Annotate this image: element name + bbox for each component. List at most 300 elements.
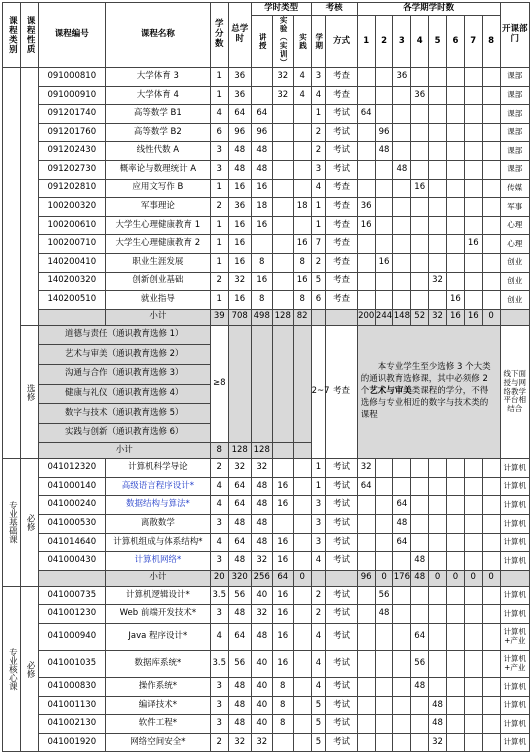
course-lecture: 40: [251, 715, 272, 734]
course-name: 软件工程*: [105, 715, 210, 734]
course-semester: 1: [311, 198, 326, 217]
term-hours-5: [429, 179, 447, 198]
course-practice: [272, 459, 293, 478]
f-subtotal-code: [38, 570, 105, 586]
term-hours-1: 36: [357, 198, 375, 217]
course-exam-method: 考查: [326, 68, 358, 87]
subtotal-term-1: 200: [357, 309, 375, 325]
table-row: [3, 733, 530, 752]
term-hours-5: [429, 235, 447, 254]
course-extra: 18: [293, 198, 311, 217]
table-row: [3, 624, 530, 651]
course-credits: 3: [210, 715, 228, 734]
course-dept: 课部: [500, 160, 529, 179]
course-code: 041000240: [38, 496, 105, 515]
course-lecture: 48: [251, 624, 272, 651]
course-credits: 3: [210, 142, 228, 161]
term-hours-7: [464, 272, 482, 291]
header-credits: 学分数: [210, 3, 228, 68]
table-row: [3, 533, 530, 552]
course-semester: 2: [311, 586, 326, 605]
course-practice: [272, 291, 293, 310]
note-bold: 艺术与审美: [369, 386, 412, 397]
course-exam-method: 考查: [326, 291, 358, 310]
term-hours-3: [393, 216, 411, 235]
term-hours-6: [446, 459, 464, 478]
term-hours-5: [429, 291, 447, 310]
term-hours-5: [429, 496, 447, 515]
term-hours-7: [464, 216, 482, 235]
course-exam-method: 考试: [326, 142, 358, 161]
term-hours-5: [429, 216, 447, 235]
course-code: 041001230: [38, 605, 105, 624]
course-total-hours: 48: [228, 142, 251, 161]
term-hours-7: [464, 733, 482, 752]
header-term-8: 8: [482, 16, 500, 68]
header-term-4: 4: [411, 16, 429, 68]
term-hours-2: [375, 651, 393, 678]
course-semester: 3: [311, 160, 326, 179]
term-hours-2: [375, 68, 393, 87]
term-hours-7: [464, 160, 482, 179]
table-row: [3, 496, 530, 515]
course-practice: 32: [272, 86, 293, 105]
course-extra: 8: [293, 291, 311, 310]
table-row: [3, 179, 530, 198]
course-total-hours: 16: [228, 179, 251, 198]
course-lecture: 48: [251, 477, 272, 496]
course-extra: [293, 678, 311, 697]
course-name: 职业生涯发展: [105, 253, 210, 272]
course-lecture: 48: [251, 515, 272, 534]
f-subtotal-term-7: 0: [464, 570, 482, 586]
course-exam-method: 考试: [326, 160, 358, 179]
course-extra: [293, 179, 311, 198]
course-credits: 1: [210, 86, 228, 105]
course-semester: 6: [311, 291, 326, 310]
table-row: [3, 123, 530, 142]
term-hours-6: [446, 678, 464, 697]
course-code: 041012320: [38, 459, 105, 478]
subtotal-term-3: 148: [393, 309, 411, 325]
course-practice: [272, 235, 293, 254]
course-code: 100200610: [38, 216, 105, 235]
term-hours-1: 64: [357, 105, 375, 124]
term-hours-6: [446, 605, 464, 624]
course-code: 100200710: [38, 235, 105, 254]
term-hours-4: [411, 291, 429, 310]
curriculum-table: [2, 2, 530, 752]
term-hours-2: [375, 533, 393, 552]
course-lecture: [251, 86, 272, 105]
course-dept: 心理: [500, 216, 529, 235]
term-hours-3: [393, 696, 411, 715]
course-total-hours: 48: [228, 678, 251, 697]
course-extra: [293, 142, 311, 161]
f-subtotal-lecture: 256: [251, 570, 272, 586]
term-hours-8: [482, 198, 500, 217]
term-hours-8: [482, 477, 500, 496]
term-hours-4: 16: [411, 179, 429, 198]
course-code: 041001130: [38, 696, 105, 715]
course-code: 091000910: [38, 86, 105, 105]
f-subtotal-term-8: 0: [482, 570, 500, 586]
course-name: 计算机科学导论: [105, 459, 210, 478]
course-lecture: 32: [251, 552, 272, 571]
term-hours-4: [411, 105, 429, 124]
course-exam-method: 考试: [326, 678, 358, 697]
term-hours-5: [429, 142, 447, 161]
term-hours-5: [429, 552, 447, 571]
table-header: [3, 3, 530, 68]
term-hours-1: [357, 123, 375, 142]
term-hours-6: [446, 272, 464, 291]
term-hours-6: [446, 533, 464, 552]
term-hours-6: [446, 552, 464, 571]
f-subtotal-term-4: 48: [411, 570, 429, 586]
term-hours-8: [482, 605, 500, 624]
term-hours-1: [357, 624, 375, 651]
term-hours-5: [429, 198, 447, 217]
term-hours-6: [446, 477, 464, 496]
subtotal-term-8: 0: [482, 309, 500, 325]
term-hours-4: [411, 477, 429, 496]
course-name: 大学体育 4: [105, 86, 210, 105]
course-practice: [272, 105, 293, 124]
course-lecture: 48: [251, 533, 272, 552]
elective-method: 考查: [326, 325, 358, 459]
course-exam-method: 考查: [326, 235, 358, 254]
course-total-hours: 64: [228, 105, 251, 124]
header-extra: 实践: [293, 16, 311, 68]
course-name: 创新创业基础: [105, 272, 210, 291]
course-credits: 3.5: [210, 651, 228, 678]
term-hours-7: [464, 198, 482, 217]
course-exam-method: 考查: [326, 216, 358, 235]
elective-subtotal-credits: 8: [210, 443, 228, 459]
course-name: 操作系统*: [105, 678, 210, 697]
term-hours-8: [482, 68, 500, 87]
course-credits: 4: [210, 533, 228, 552]
course-dept: 军事: [500, 198, 529, 217]
course-lecture: 96: [251, 123, 272, 142]
term-hours-3: [393, 733, 411, 752]
table-row: [3, 515, 530, 534]
course-credits: 1: [210, 291, 228, 310]
term-hours-5: [429, 86, 447, 105]
course-lecture: 32: [251, 733, 272, 752]
course-exam-method: 考查: [326, 179, 358, 198]
term-hours-5: [429, 477, 447, 496]
course-extra: 16: [293, 272, 311, 291]
course-dept: 计算机: [500, 515, 529, 534]
course-credits: 6: [210, 123, 228, 142]
course-code: 041002130: [38, 715, 105, 734]
term-hours-5: [429, 678, 447, 697]
header-semester: 学期: [311, 16, 326, 68]
term-hours-8: [482, 105, 500, 124]
term-hours-8: [482, 291, 500, 310]
term-hours-8: [482, 678, 500, 697]
course-extra: [293, 216, 311, 235]
course-credits: 3: [210, 552, 228, 571]
term-hours-6: [446, 179, 464, 198]
term-hours-1: [357, 605, 375, 624]
course-exam-method: 考试: [326, 605, 358, 624]
course-semester: 2: [311, 605, 326, 624]
term-hours-3: [393, 105, 411, 124]
course-credits: 1: [210, 235, 228, 254]
elective-item: 道德与责任（通识教育选修 1）: [38, 325, 210, 345]
course-semester: 1: [311, 216, 326, 235]
subtotal-term-5: 32: [429, 309, 447, 325]
term-hours-8: [482, 86, 500, 105]
course-dept: 计算机: [500, 715, 529, 734]
course-extra: [293, 496, 311, 515]
term-hours-6: [446, 160, 464, 179]
term-hours-6: [446, 586, 464, 605]
course-semester: 3: [311, 515, 326, 534]
table-row: [3, 325, 530, 345]
elective-subtotal-practice: [272, 443, 293, 459]
course-name: Web 前端开发技术*: [105, 605, 210, 624]
table-row: [3, 477, 530, 496]
course-practice: 16: [272, 651, 293, 678]
term-hours-6: [446, 696, 464, 715]
course-total-hours: 48: [228, 552, 251, 571]
course-code: 091202730: [38, 160, 105, 179]
term-hours-4: 48: [411, 552, 429, 571]
course-code: 091000810: [38, 68, 105, 87]
table-row: [3, 86, 530, 105]
subtotal-label: 小计: [105, 309, 210, 325]
course-semester: 4: [311, 179, 326, 198]
course-practice: [272, 733, 293, 752]
course-credits: 3.5: [210, 586, 228, 605]
term-hours-5: [429, 160, 447, 179]
course-dept: 计算机: [500, 477, 529, 496]
course-extra: 4: [293, 86, 311, 105]
term-hours-3: [393, 253, 411, 272]
term-hours-4: [411, 715, 429, 734]
course-extra: [293, 105, 311, 124]
term-hours-1: [357, 160, 375, 179]
header-method: 方式: [326, 16, 358, 68]
term-hours-6: [446, 715, 464, 734]
term-hours-3: 36: [393, 68, 411, 87]
course-name: 计算机逻辑设计*: [105, 586, 210, 605]
course-extra: [293, 733, 311, 752]
nature-foundation: 必修: [20, 459, 38, 587]
course-dept: 课部: [500, 123, 529, 142]
term-hours-2: [375, 624, 393, 651]
nature-core: 必修: [20, 586, 38, 752]
term-hours-2: [375, 86, 393, 105]
term-hours-1: 32: [357, 459, 375, 478]
course-total-hours: 64: [228, 624, 251, 651]
term-hours-2: [375, 459, 393, 478]
course-name: 军事理论: [105, 198, 210, 217]
term-hours-2: [375, 477, 393, 496]
course-credits: 4: [210, 477, 228, 496]
term-hours-1: [357, 253, 375, 272]
header-hour-types: 学时类型: [251, 3, 311, 16]
course-semester: 2: [311, 142, 326, 161]
term-hours-1: [357, 651, 375, 678]
course-credits: 4: [210, 105, 228, 124]
term-hours-6: [446, 253, 464, 272]
course-code: 041000830: [38, 678, 105, 697]
term-hours-6: [446, 123, 464, 142]
term-hours-7: [464, 179, 482, 198]
term-hours-4: 56: [411, 651, 429, 678]
course-credits: 3: [210, 160, 228, 179]
table-row: [3, 678, 530, 697]
term-hours-4: [411, 272, 429, 291]
header-term-2: 2: [375, 16, 393, 68]
course-lecture: [251, 235, 272, 254]
course-total-hours: 16: [228, 235, 251, 254]
term-hours-7: [464, 696, 482, 715]
term-hours-5: 48: [429, 715, 447, 734]
term-hours-4: 48: [411, 678, 429, 697]
course-semester: 3: [311, 533, 326, 552]
course-credits: 3: [210, 678, 228, 697]
table-row: [3, 715, 530, 734]
term-hours-4: [411, 68, 429, 87]
term-hours-6: 16: [446, 291, 464, 310]
course-total-hours: 64: [228, 496, 251, 515]
course-total-hours: 36: [228, 68, 251, 87]
course-dept: 计算机: [500, 586, 529, 605]
course-credits: 1: [210, 216, 228, 235]
category-cell: [3, 68, 21, 459]
course-credits: 2: [210, 459, 228, 478]
course-code: 091201740: [38, 105, 105, 124]
f-subtotal-sem: [311, 570, 326, 586]
course-total-hours: 16: [228, 216, 251, 235]
term-hours-7: [464, 291, 482, 310]
term-hours-7: [464, 68, 482, 87]
term-hours-1: 16: [357, 216, 375, 235]
course-semester: 4: [311, 552, 326, 571]
course-dept: 计算机: [500, 552, 529, 571]
term-hours-1: [357, 496, 375, 515]
course-dept: 课部: [500, 86, 529, 105]
course-extra: [293, 459, 311, 478]
course-code: 140200510: [38, 291, 105, 310]
course-exam-method: 考试: [326, 496, 358, 515]
course-lecture: 18: [251, 198, 272, 217]
term-hours-3: [393, 235, 411, 254]
course-dept: 课部: [500, 142, 529, 161]
term-hours-1: 64: [357, 477, 375, 496]
course-lecture: 8: [251, 253, 272, 272]
term-hours-7: [464, 496, 482, 515]
course-lecture: 40: [251, 651, 272, 678]
term-hours-1: [357, 678, 375, 697]
subtotal-code: [38, 309, 105, 325]
header-term-6: 6: [446, 16, 464, 68]
term-hours-7: [464, 459, 482, 478]
term-hours-2: [375, 696, 393, 715]
course-extra: [293, 515, 311, 534]
course-lecture: 48: [251, 160, 272, 179]
course-semester: 4: [311, 651, 326, 678]
term-hours-5: 32: [429, 272, 447, 291]
course-code: 041000735: [38, 586, 105, 605]
term-hours-8: [482, 496, 500, 515]
course-exam-method: 考试: [326, 624, 358, 651]
course-semester: 2: [311, 253, 326, 272]
nature-cell: [20, 68, 38, 326]
course-total-hours: 32: [228, 459, 251, 478]
term-hours-3: [393, 715, 411, 734]
course-lecture: 48: [251, 496, 272, 515]
term-hours-2: [375, 235, 393, 254]
course-semester: 1: [311, 477, 326, 496]
term-hours-6: [446, 651, 464, 678]
term-hours-5: [429, 605, 447, 624]
term-hours-1: [357, 733, 375, 752]
nature-elective: 选修: [20, 325, 38, 459]
course-code: 041000530: [38, 515, 105, 534]
course-credits: 2: [210, 272, 228, 291]
term-hours-4: [411, 235, 429, 254]
course-dept: 计算机: [500, 696, 529, 715]
elective-subtotal-total: 128: [228, 443, 251, 459]
course-extra: [293, 123, 311, 142]
term-hours-3: [393, 459, 411, 478]
course-exam-method: 考查: [326, 253, 358, 272]
course-practice: 16: [272, 477, 293, 496]
course-name: 大学生心理健康教育 2: [105, 235, 210, 254]
header-term-7: 7: [464, 16, 482, 68]
course-semester: 1: [311, 459, 326, 478]
course-semester: 4: [311, 86, 326, 105]
table-row: [3, 142, 530, 161]
course-extra: 16: [293, 235, 311, 254]
term-hours-7: [464, 515, 482, 534]
elective-note: [357, 325, 500, 459]
term-hours-7: [464, 605, 482, 624]
course-exam-method: 考试: [326, 105, 358, 124]
course-dept: 创业: [500, 253, 529, 272]
course-code: 041000140: [38, 477, 105, 496]
term-hours-6: [446, 733, 464, 752]
course-total-hours: 48: [228, 605, 251, 624]
term-hours-8: [482, 624, 500, 651]
course-total-hours: 36: [228, 198, 251, 217]
course-dept: 创业: [500, 291, 529, 310]
header-lecture: 讲授: [251, 16, 272, 68]
course-semester: 5: [311, 715, 326, 734]
term-hours-7: [464, 624, 482, 651]
course-semester: 3: [311, 496, 326, 515]
course-extra: 4: [293, 68, 311, 87]
term-hours-8: [482, 651, 500, 678]
course-extra: [293, 651, 311, 678]
elective-item: 实践与创新（通识教育选修 6）: [38, 423, 210, 443]
elective-item: 数字与技术（通识教育选修 5）: [38, 404, 210, 424]
subtotal-term-7: 16: [464, 309, 482, 325]
term-hours-1: [357, 696, 375, 715]
course-dept: 计算机: [500, 459, 529, 478]
course-name: 应用文写作 B: [105, 179, 210, 198]
term-hours-3: 64: [393, 496, 411, 515]
course-practice: 16: [272, 586, 293, 605]
course-code: 091201760: [38, 123, 105, 142]
